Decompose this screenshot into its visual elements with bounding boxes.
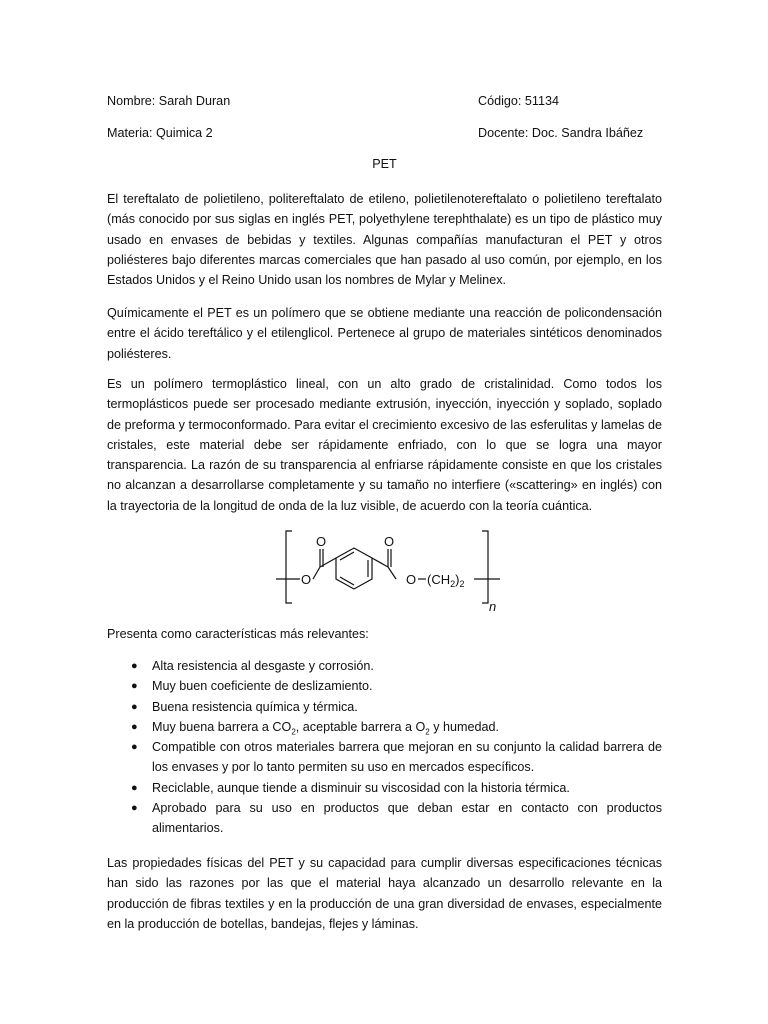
oxygen-label-right: O [406,572,417,587]
characteristics-list [107,656,662,839]
bullet-icon: ● [131,802,138,815]
list-item: ● Muy buen coeficiente de deslizamiento. [107,676,662,696]
oxygen-label-top-right: O [384,534,395,549]
bullet-icon: ● [131,781,138,794]
right-bracket [482,531,488,603]
student-code: Código: 51134 [478,94,559,108]
list-item: ● Alta resistencia al desgaste y corrosión. [107,656,662,676]
pet-structure-diagram [268,527,508,615]
subject: Materia: Quimica 2 [107,126,213,140]
teacher: Docente: Doc. Sandra Ibáñez [478,126,644,140]
ch2-group-label: $(CH_2)_2$ [427,572,465,589]
list-item: ● Aprobado para su uso en productos que deban estar en contacto con productos alimentarios. [107,798,662,839]
header-row-1 [107,92,667,110]
paragraph-chemistry: Químicamente el PET es un polímero que se obtiene mediante una reacción de policondensación entre el ácido tereftálico y el etilenglicol. Pertenece al grupo de materiales sintéticos denominados poliésteres. [107,306,662,361]
bullet-icon: ● [131,720,138,733]
oxygen-label-left: O [301,572,312,587]
bullet-icon: ● [131,700,138,713]
paragraph-properties: Es un polímero termoplástico lineal, con un alto grado de cristalinidad. Como todos los termoplásticos puede ser procesado mediante extrusión, inyección, inyección y soplado, soplado de preforma y termoconformado. Para evitar el crecimiento excesivo de las esferulitas y lamelas de cristales, este material debe ser rápidamente enfriado, con lo que se logra una mayor transparencia. La razón de su transparencia al enfriarse rápidamente consiste en que los cristales no alcanzan a desarrollarse completamente y su tamaño no interfiere («scattering» en inglés) con la trayectoria de la longitud de onda de la luz visible, de acuerdo con la teoría cuántica. [107,377,662,513]
characteristics-intro: Presenta como características más relevantes: [107,627,369,641]
header-row-2 [107,124,667,142]
list-item: ● Compatible con otros materiales barrera que mejoran en su conjunto la calidad barrera de los envases y por lo tanto permiten su uso en mercados específicos. [107,737,662,778]
repeat-unit-n: n [489,599,497,614]
paragraph-closing: Las propiedades físicas del PET y su capacidad para cumplir diversas especificaciones técnicas han sido las razones por las que el material haya alcanzado un desarrollo relevante en la producción de fibras textiles y en la producción de una gran diversidad de envases, especialmente en la producción de botellas, bandejas, flejes y láminas. [107,856,662,931]
list-item: ● Muy buena barrera a $CO_2$, aceptable barrera a $O_2$ y humedad. [107,717,662,737]
bullet-icon: ● [131,680,138,693]
left-bracket [286,531,292,603]
oxygen-label-top-left: O [316,534,327,549]
student-name: Nombre: Sarah Duran [107,94,231,108]
bullet-icon: ● [131,741,138,754]
document-title: PET [372,157,397,171]
paragraph-intro: El tereftalato de polietileno, politereftalato de etileno, polietilenotereftalato o polietileno tereftalato (más conocido por sus siglas en inglés PET, polyethylene terephthalate) es un tipo de plástico muy usado en envases de bebidas y textiles. Algunas compañías manufacturan el PET y otros poliésteres bajo diferentes marcas comerciales que han pasado al uso común, por ejemplo, en los Estados Unidos y el Reino Unido usan los nombres de Mylar y Melinex. [107,192,662,288]
list-item: ● Buena resistencia química y térmica. [107,697,662,717]
bullet-icon: ● [131,660,138,672]
list-item: ● Reciclable, aunque tiende a disminuir su viscosidad con la historia térmica. [107,778,662,798]
